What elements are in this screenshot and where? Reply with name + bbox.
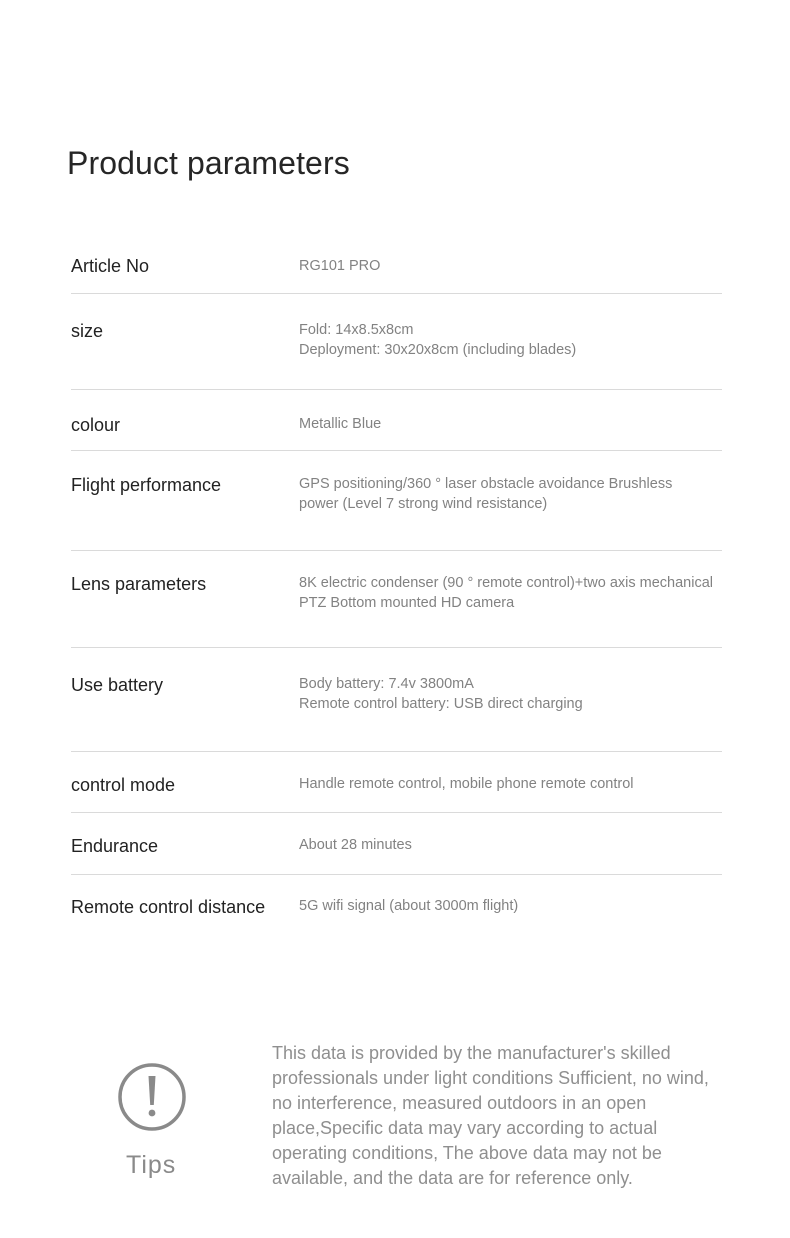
param-label-article-no: Article No	[71, 256, 150, 276]
param-label-endurance: Endurance	[71, 836, 159, 856]
row-divider	[71, 550, 722, 551]
param-value-control-mode: Handle remote control, mobile phone remote control	[299, 776, 634, 792]
row-divider	[71, 647, 722, 648]
param-label-use-battery: Use battery	[71, 675, 164, 695]
param-value-remote-control-distance: 5G wifi signal (about 3000m flight)	[299, 898, 519, 914]
tips-text: This data is provided by the manufacturer's skilled professionals under light conditions Sufficient, no wind, no interference, measured outdoors in an open place,Specific data may vary according to actual operating conditions, The above data may not be available, and the data are for reference only.	[272, 1043, 709, 1188]
exclamation-circle-icon	[118, 1063, 186, 1131]
param-label-flight-performance: Flight performance	[71, 475, 222, 495]
param-value-flight-performance: GPS positioning/360 ° laser obstacle avoidance Brushless power (Level 7 strong wind resistance)	[299, 476, 673, 512]
row-divider	[71, 812, 722, 813]
param-label-remote-control-distance: Remote control distance	[71, 897, 266, 917]
param-value-use-battery: Body battery: 7.4v 3800mA Remote control battery: USB direct charging	[299, 676, 583, 712]
page-title: Product parameters	[67, 145, 350, 181]
tips-label: Tips	[126, 1151, 177, 1179]
param-value-colour: Metallic Blue	[299, 416, 382, 432]
row-divider	[71, 751, 722, 752]
row-divider	[71, 450, 722, 451]
row-divider	[71, 293, 722, 294]
param-label-control-mode: control mode	[71, 775, 176, 795]
param-value-size: Fold: 14x8.5x8cm Deployment: 30x20x8cm (including blades)	[299, 322, 577, 358]
param-label-size: size	[71, 321, 104, 341]
row-divider	[71, 874, 722, 875]
param-label-colour: colour	[71, 415, 121, 435]
param-value-article-no: RG101 PRO	[299, 258, 381, 274]
param-label-lens-parameters: Lens parameters	[71, 574, 207, 594]
param-value-endurance: About 28 minutes	[299, 837, 412, 853]
row-divider	[71, 389, 722, 390]
param-value-lens-parameters: 8K electric condenser (90 ° remote control)+two axis mechanical PTZ Bottom mounted HD camera	[299, 575, 714, 611]
